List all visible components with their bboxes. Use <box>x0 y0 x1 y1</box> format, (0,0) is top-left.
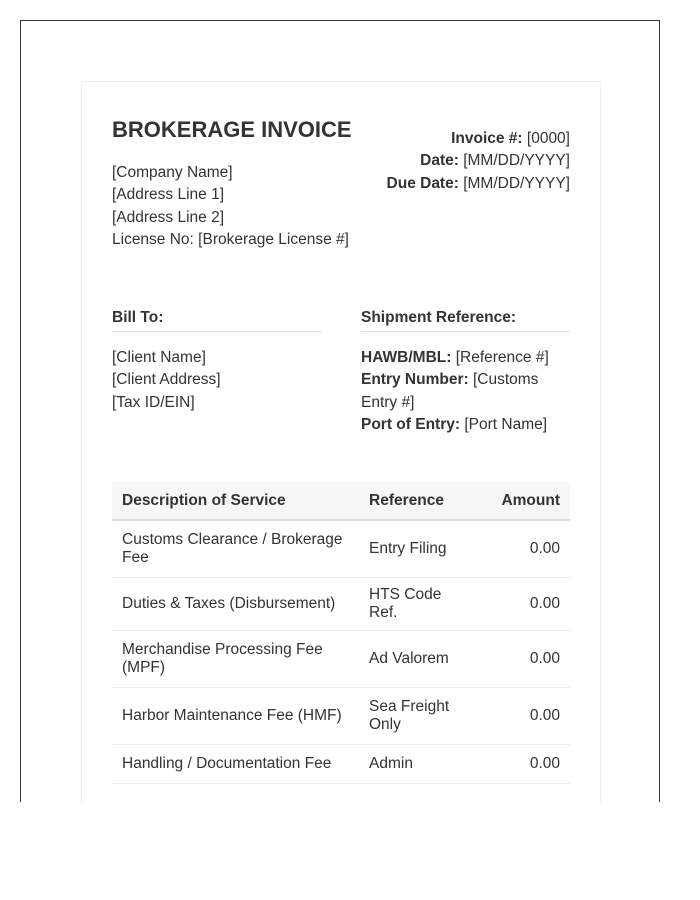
row-amount: 0.00 <box>479 744 570 783</box>
invoice-meta <box>387 128 570 195</box>
port-of-entry <box>361 414 570 436</box>
row-reference: Admin <box>359 744 479 783</box>
port-label: Port of Entry: <box>361 416 461 434</box>
row-description: Merchandise Processing Fee (MPF) <box>112 630 359 687</box>
row-description: Customs Clearance / Brokerage Fee <box>112 520 359 577</box>
table-row <box>112 630 570 687</box>
hawb-value: [Reference #] <box>455 349 549 366</box>
invoice-number-label: Invoice #: <box>451 130 523 147</box>
header-amount: Amount <box>479 482 570 520</box>
row-description: Handling / Documentation Fee <box>112 744 359 783</box>
table-row <box>112 520 570 577</box>
header-reference: Reference <box>359 482 479 520</box>
license-label: License No: <box>112 231 194 249</box>
services-table <box>112 482 570 784</box>
client-tax-id: [Tax ID/EIN] <box>112 393 195 411</box>
client-address: [Client Address] <box>112 371 221 389</box>
row-description: Harbor Maintenance Fee (HMF) <box>112 687 359 744</box>
license-value: [Brokerage License #] <box>198 231 349 249</box>
company-info <box>112 162 349 252</box>
invoice-date-label: Date: <box>420 152 459 170</box>
hawb-label: HAWB/MBL: <box>361 349 452 366</box>
client-name: [Client Name] <box>112 349 206 366</box>
invoice-date-value: [MM/DD/YYYY] <box>463 152 570 170</box>
due-date-label: Due Date: <box>386 174 459 192</box>
row-amount: 0.00 <box>479 630 570 687</box>
invoice-due-date <box>387 173 570 195</box>
row-amount: 0.00 <box>479 520 570 577</box>
invoice-date <box>387 150 570 172</box>
table-row <box>112 687 570 744</box>
row-amount: 0.00 <box>479 577 570 630</box>
shipment-details <box>361 347 570 437</box>
company-name: [Company Name] <box>112 164 233 181</box>
entry-number-value: [Customs Entry #] <box>361 371 539 411</box>
bill-to-heading: Bill To: <box>112 309 321 332</box>
row-reference: Ad Valorem <box>359 630 479 687</box>
invoice-number-value: [0000] <box>526 130 570 147</box>
invoice-number <box>387 128 570 150</box>
table-row <box>112 744 570 783</box>
row-reference: HTS Code Ref. <box>359 577 479 630</box>
row-description: Duties & Taxes (Disbursement) <box>112 577 359 630</box>
table-row <box>112 577 570 630</box>
entry-number-label: Entry Number: <box>361 371 469 389</box>
invoice-title: BROKERAGE INVOICE <box>112 117 352 142</box>
row-reference: Entry Filing <box>359 520 479 577</box>
bill-to-details <box>112 347 221 414</box>
company-address-line-1: [Address Line 1] <box>112 186 225 204</box>
due-date-value: [MM/DD/YYYY] <box>463 174 570 192</box>
port-value: [Port Name] <box>464 416 548 434</box>
table-header-row <box>112 482 570 520</box>
row-amount: 0.00 <box>479 687 570 744</box>
row-reference: Sea Freight Only <box>359 687 479 744</box>
company-address-line-2: [Address Line 2] <box>112 208 225 226</box>
company-license <box>112 229 349 251</box>
header-description: Description of Service <box>112 482 359 520</box>
shipment-reference-heading: Shipment Reference: <box>361 309 570 332</box>
entry-number <box>361 369 570 414</box>
hawb-mbl <box>361 347 570 369</box>
